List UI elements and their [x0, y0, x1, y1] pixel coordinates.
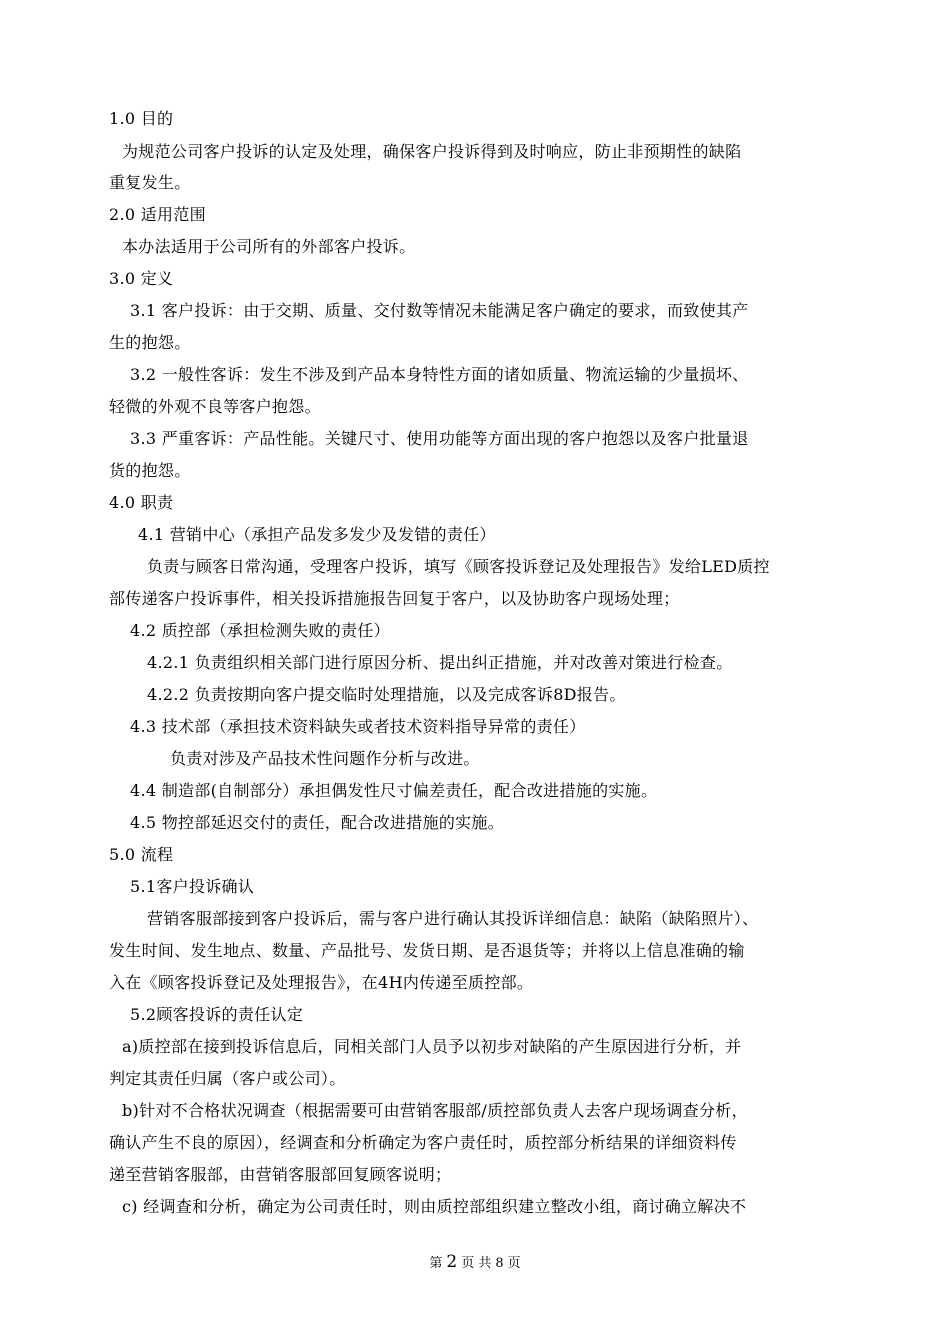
paragraph-line: 本办法适用于公司所有的外部客户投诉。	[122, 237, 416, 256]
page-footer	[0, 1253, 950, 1273]
paragraph-line: 判定其责任归属（客户或公司）。	[109, 1069, 346, 1088]
paragraph-line: 生的抱怨。	[109, 333, 191, 352]
paragraph-line: 入在《顾客投诉登记及处理报告》，在4H内传递至质控部。	[109, 973, 534, 992]
paragraph-line: 为规范公司客户投诉的认定及处理，确保客户投诉得到及时响应，防止非预期性的缺陷	[122, 142, 742, 161]
paragraph-line: 3.3 严重客诉：产品性能。关键尺寸、使用功能等方面出现的客户抱怨以及客户批量退	[130, 429, 749, 448]
paragraph-line: 4.2.2 负责按期向客户提交临时处理措施，以及完成客诉8D报告。	[147, 685, 626, 704]
footer-middle: 页 共	[461, 1256, 492, 1271]
subsection-heading: 4.4 制造部(自制部分）承担偶发性尺寸偏差责任，配合改进措施的实施。	[130, 781, 658, 800]
subsection-heading: 4.2 质控部（承担检测失败的责任）	[130, 621, 390, 640]
paragraph-line: 重复发生。	[109, 173, 191, 192]
subsection-heading: 4.5 物控部延迟交付的责任，配合改进措施的实施。	[130, 813, 505, 832]
paragraph-line: 负责对涉及产品技术性问题作分析与改进。	[170, 749, 480, 768]
paragraph-line: 负责与顾客日常沟通，受理客户投诉，填写《顾客投诉登记及处理报告》发给LED质控	[147, 557, 770, 576]
section-heading: 2.0 适用范围	[109, 205, 206, 224]
paragraph-line: 轻微的外观不良等客户抱怨。	[109, 397, 321, 416]
paragraph-line: 3.2 一般性客诉：发生不涉及到产品本身特性方面的诸如质量、物流运输的少量损坏、	[130, 365, 749, 384]
paragraph-line: 递至营销客服部，由营销客服部回复顾客说明；	[109, 1165, 452, 1184]
paragraph-line: 4.2.1 负责组织相关部门进行原因分析、提出纠正措施，并对改善对策进行检查。	[147, 653, 733, 672]
subsection-heading: 4.1 营销中心（承担产品发多发少及发错的责任）	[138, 525, 496, 544]
paragraph-line: 营销客服部接到客户投诉后，需与客户进行确认其投诉详细信息：缺陷（缺陷照片）、	[147, 909, 759, 928]
paragraph-line: b)针对不合格状况调查（根据需要可由营销客服部/质控部负责人去客户现场调查分析，	[122, 1101, 748, 1120]
footer-prefix: 第	[429, 1256, 443, 1271]
paragraph-line: a)质控部在接到投诉信息后，同相关部门人员予以初步对缺陷的产生原因进行分析，并	[122, 1037, 742, 1056]
footer-suffix: 页	[507, 1256, 521, 1271]
paragraph-line: 部传递客户投诉事件，相关投诉措施报告回复于客户，以及协助客户现场处理；	[109, 589, 680, 608]
section-heading: 3.0 定义	[109, 269, 174, 288]
footer-page-number: 2	[446, 1252, 458, 1272]
section-heading: 4.0 职责	[109, 493, 174, 512]
subsection-heading: 5.1客户投诉确认	[130, 877, 255, 896]
subsection-heading: 5.2顾客投诉的责任认定	[130, 1005, 304, 1024]
paragraph-line: 3.1 客户投诉：由于交期、质量、交付数等情况未能满足客户确定的要求，而致使其产	[130, 301, 749, 320]
footer-total-pages: 8	[495, 1256, 504, 1271]
section-heading: 1.0 目的	[109, 109, 174, 128]
paragraph-line: 确认产生不良的原因），经调查和分析确定为客户责任时，质控部分析结果的详细资料传	[109, 1133, 737, 1152]
section-heading: 5.0 流程	[109, 845, 174, 864]
subsection-heading: 4.3 技术部（承担技术资料缺失或者技术资料指导异常的责任）	[130, 717, 586, 736]
paragraph-line: 发生时间、发生地点、数量、产品批号、发货日期、是否退货等；并将以上信息准确的输	[109, 941, 745, 960]
paragraph-line: c) 经调查和分析，确定为公司责任时，则由质控部组织建立整改小组，商讨确立解决不	[122, 1197, 747, 1216]
paragraph-line: 货的抱怨。	[109, 461, 191, 480]
